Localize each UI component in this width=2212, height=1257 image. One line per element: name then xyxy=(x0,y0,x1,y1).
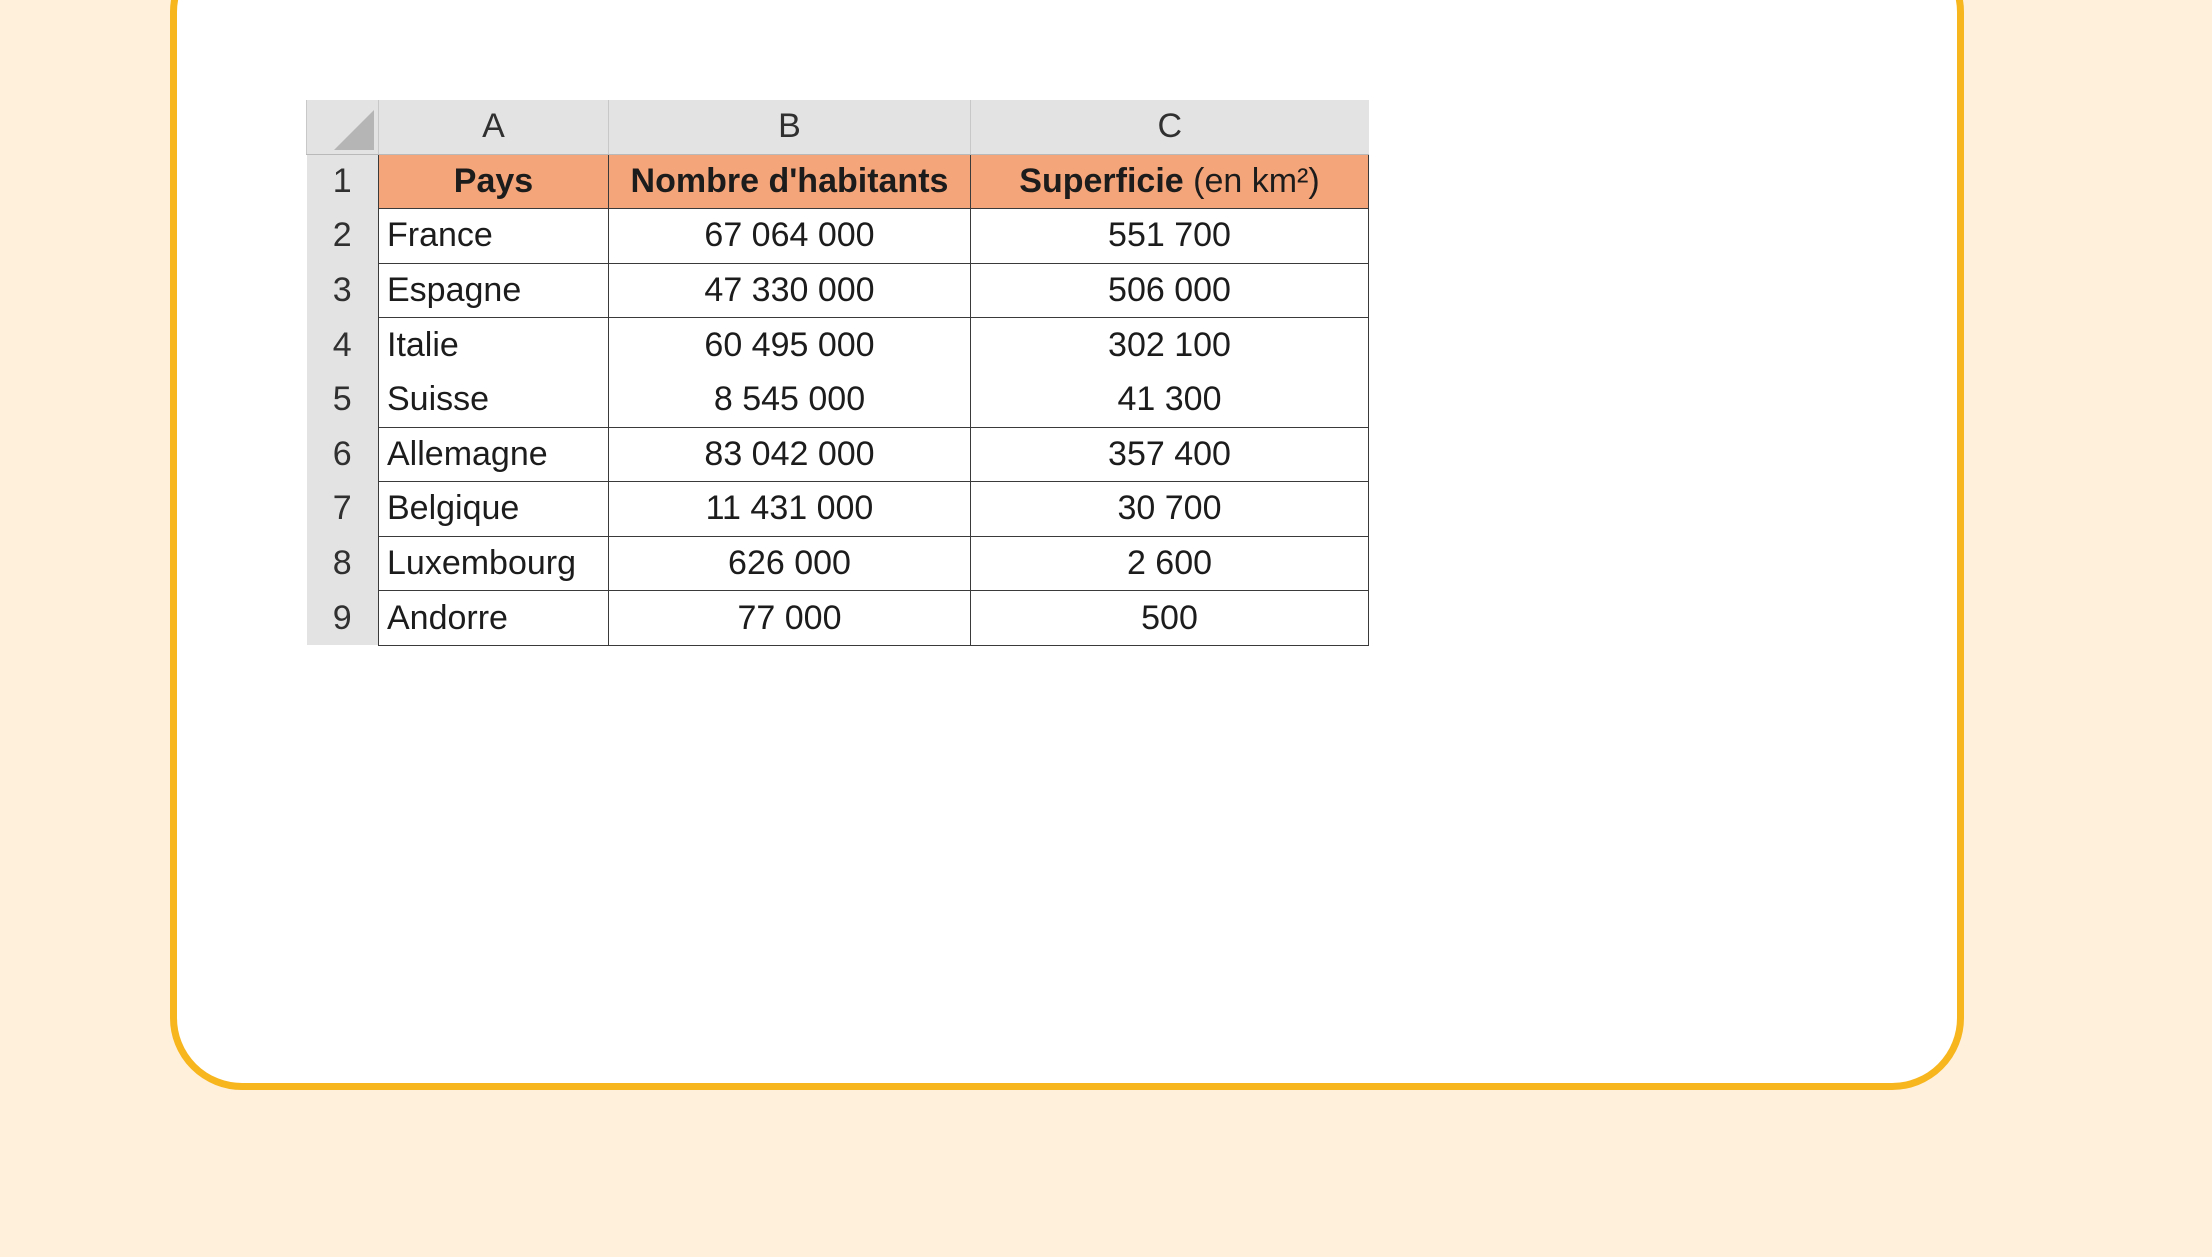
row-number[interactable]: 3 xyxy=(307,263,379,318)
cell-superficie[interactable]: 30 700 xyxy=(971,482,1369,537)
table-row xyxy=(307,482,1369,537)
cell-habitants[interactable]: 8 545 000 xyxy=(609,372,971,427)
cell-pays[interactable]: Espagne xyxy=(379,263,609,318)
table-header-row xyxy=(307,154,1369,209)
cell-pays[interactable]: Andorre xyxy=(379,591,609,646)
header-cell-habitants[interactable]: Nombre d'habitants xyxy=(609,154,971,209)
cell-habitants[interactable]: 626 000 xyxy=(609,536,971,591)
cell-habitants[interactable]: 83 042 000 xyxy=(609,427,971,482)
spreadsheet-table xyxy=(306,100,1369,646)
table-row xyxy=(307,372,1369,427)
row-number[interactable]: 6 xyxy=(307,427,379,482)
spreadsheet xyxy=(306,100,1368,640)
cell-habitants[interactable]: 60 495 000 xyxy=(609,318,971,373)
column-header-row xyxy=(307,100,1369,154)
row-number[interactable]: 2 xyxy=(307,209,379,264)
table-row xyxy=(307,591,1369,646)
row-number[interactable]: 1 xyxy=(307,154,379,209)
cell-pays[interactable]: Luxembourg xyxy=(379,536,609,591)
cell-pays[interactable]: Suisse xyxy=(379,372,609,427)
select-all-triangle-icon xyxy=(334,110,374,150)
row-number[interactable]: 9 xyxy=(307,591,379,646)
table-row xyxy=(307,536,1369,591)
cell-habitants[interactable]: 11 431 000 xyxy=(609,482,971,537)
header-superficie-label: Superficie xyxy=(1019,161,1184,200)
header-superficie-unit: (en km²) xyxy=(1183,161,1320,200)
header-cell-superficie[interactable] xyxy=(971,154,1369,209)
cell-habitants[interactable]: 77 000 xyxy=(609,591,971,646)
row-number[interactable]: 8 xyxy=(307,536,379,591)
cell-pays[interactable]: Belgique xyxy=(379,482,609,537)
table-row xyxy=(307,209,1369,264)
table-row xyxy=(307,263,1369,318)
column-header-c[interactable]: C xyxy=(971,100,1369,154)
cell-superficie[interactable]: 357 400 xyxy=(971,427,1369,482)
cell-superficie[interactable]: 41 300 xyxy=(971,372,1369,427)
row-number[interactable]: 4 xyxy=(307,318,379,373)
table-row xyxy=(307,318,1369,373)
cell-superficie[interactable]: 2 600 xyxy=(971,536,1369,591)
cell-superficie[interactable]: 302 100 xyxy=(971,318,1369,373)
cell-pays[interactable]: Italie xyxy=(379,318,609,373)
cell-superficie[interactable]: 500 xyxy=(971,591,1369,646)
row-number[interactable]: 7 xyxy=(307,482,379,537)
table-row xyxy=(307,427,1369,482)
cell-habitants[interactable]: 67 064 000 xyxy=(609,209,971,264)
row-number[interactable]: 5 xyxy=(307,372,379,427)
select-all-corner[interactable] xyxy=(307,100,379,154)
column-header-a[interactable]: A xyxy=(379,100,609,154)
column-header-b[interactable]: B xyxy=(609,100,971,154)
cell-superficie[interactable]: 506 000 xyxy=(971,263,1369,318)
header-cell-pays[interactable]: Pays xyxy=(379,154,609,209)
cell-superficie[interactable]: 551 700 xyxy=(971,209,1369,264)
cell-pays[interactable]: France xyxy=(379,209,609,264)
cell-habitants[interactable]: 47 330 000 xyxy=(609,263,971,318)
cell-pays[interactable]: Allemagne xyxy=(379,427,609,482)
